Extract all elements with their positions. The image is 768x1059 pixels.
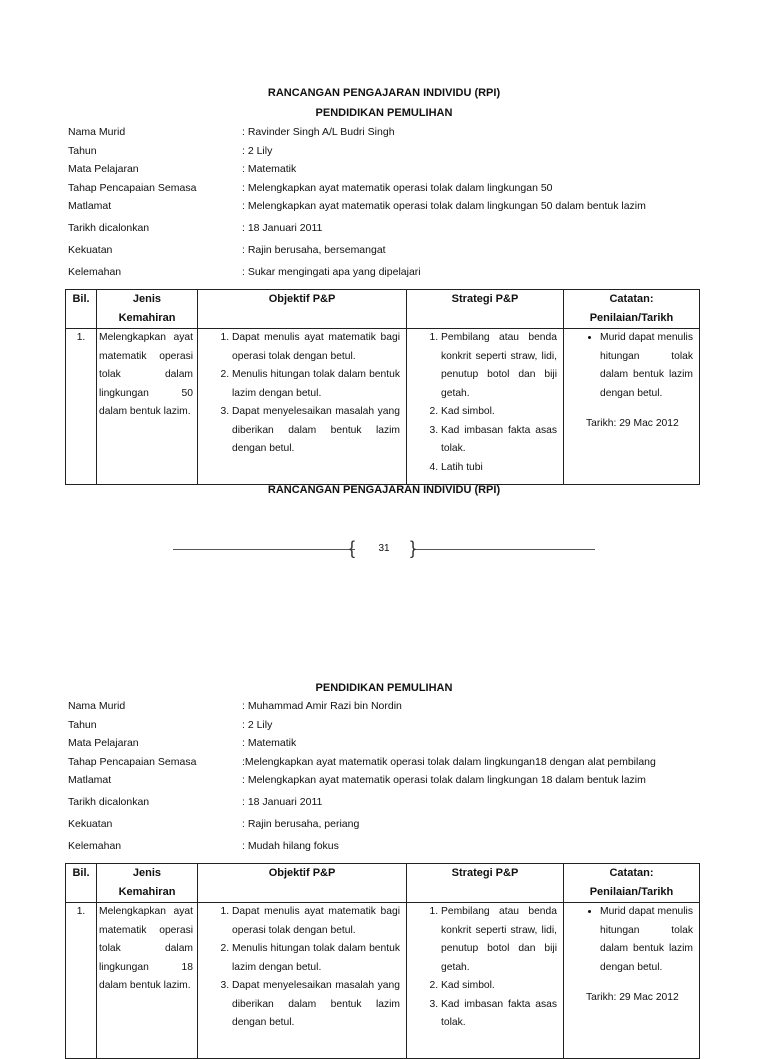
value-tahun: : 2 Lily	[242, 145, 273, 157]
objektif-item: 2. Menulis hitungan tolak dalam bentuk lazim dengan betul.	[232, 940, 400, 977]
header-jenis-kemahiran: Jenis Kemahiran	[97, 290, 198, 329]
header-strategi: Strategi P&P	[407, 290, 564, 329]
value-matlamat: : Melengkapkan ayat matematik operasi tolak dalam lingkungan 50 dalam bentuk lazim	[242, 200, 646, 212]
label-matlamat: Matlamat	[68, 774, 112, 786]
cell-jenis-kemahiran: Melengkapkan ayat matematik operasi tolak dalam lingkungan 18 dalam bentuk lazim.	[97, 903, 198, 1059]
strategi-item: 1. Pembilang atau benda konkrit seperti straw, lidi, penutup botol dan biji getah.	[441, 903, 557, 977]
info-tahun	[68, 719, 708, 734]
label-nama: Nama Murid	[68, 126, 126, 138]
pendidikan-pemulihan-title-2: PENDIDIKAN PEMULIHAN	[315, 682, 453, 694]
label-matlamat: Matlamat	[68, 200, 112, 212]
objektif-item: 3. Dapat menyelesaikan masalah yang diberikan dalam bentuk lazim dengan betul.	[232, 977, 400, 1033]
info-kekuatan	[68, 244, 708, 259]
catatan-tarikh: Tarikh: 29 Mac 2012	[586, 992, 679, 1003]
label-kelemahan: Kelemahan	[68, 266, 122, 278]
cell-catatan	[564, 329, 700, 485]
header-catatan: Catatan: Penilaian/Tarikh	[564, 290, 700, 329]
label-mata-pelajaran: Mata Pelajaran	[68, 163, 139, 175]
info-kelemahan	[68, 840, 708, 855]
strategi-item: 1. Pembilang atau benda konkrit seperti straw, lidi, penutup botol dan biji getah.	[441, 329, 557, 403]
rpi-table	[65, 289, 700, 485]
cell-bil: 1.	[66, 903, 97, 1059]
catatan-item: • Murid dapat menulis hitungan tolak dalam bentuk lazim dengan betul.	[600, 329, 693, 403]
objektif-item: 3. Dapat menyelesaikan masalah yang diberikan dalam bentuk lazim dengan betul.	[232, 403, 400, 459]
header-strategi: Strategi P&P	[407, 864, 564, 903]
strategi-item: 2. Kad simbol.	[441, 977, 557, 996]
strategi-item: 2. Kad simbol.	[441, 403, 557, 422]
header-catatan: Catatan: Penilaian/Tarikh	[564, 864, 700, 903]
info-matlamat	[68, 774, 708, 789]
table-row	[66, 903, 700, 1059]
value-mata-pelajaran: : Matematik	[242, 737, 297, 749]
header-objektif: Objektif P&P	[198, 864, 407, 903]
table-header-row	[66, 864, 700, 903]
header-bil: Bil.	[66, 290, 97, 329]
header-jenis-kemahiran: Jenis Kemahiran	[97, 864, 198, 903]
strategi-item: 4. Latih tubi	[441, 459, 557, 478]
value-tahun: : 2 Lily	[242, 719, 273, 731]
info-tarikh	[68, 222, 708, 237]
cell-strategi	[407, 903, 564, 1059]
catatan-tarikh: Tarikh: 29 Mac 2012	[586, 418, 679, 429]
value-tarikh: : 18 Januari 2011	[242, 796, 323, 808]
value-kelemahan: : Sukar mengingati apa yang dipelajari	[242, 266, 421, 278]
label-nama: Nama Murid	[68, 700, 126, 712]
pendidikan-pemulihan-title: PENDIDIKAN PEMULIHAN	[315, 107, 453, 119]
strategi-item: 3. Kad imbasan fakta asas tolak.	[441, 422, 557, 459]
value-kekuatan: : Rajin berusaha, periang	[242, 818, 360, 830]
label-tarikh: Tarikh dicalonkan	[68, 796, 150, 808]
cell-bil: 1.	[66, 329, 97, 485]
info-mata-pelajaran	[68, 737, 708, 752]
value-kekuatan: : Rajin berusaha, bersemangat	[242, 244, 386, 256]
info-tahun	[68, 145, 708, 160]
label-kelemahan: Kelemahan	[68, 840, 122, 852]
table-row	[66, 329, 700, 485]
label-tahun: Tahun	[68, 145, 97, 157]
info-nama	[68, 126, 708, 141]
info-tarikh	[68, 796, 708, 811]
table-header-row	[66, 290, 700, 329]
objektif-item: 1. Dapat menulis ayat matematik bagi operasi tolak dengan betul.	[232, 903, 400, 940]
label-kekuatan: Kekuatan	[68, 244, 113, 256]
value-tarikh: : 18 Januari 2011	[242, 222, 323, 234]
info-matlamat	[68, 200, 708, 215]
cell-jenis-kemahiran: Melengkapkan ayat matematik operasi tolak dalam lingkungan 50 dalam bentuk lazim.	[97, 329, 198, 485]
cell-objektif	[198, 329, 407, 485]
cell-catatan	[564, 903, 700, 1059]
cell-objektif	[198, 903, 407, 1059]
label-mata-pelajaran: Mata Pelajaran	[68, 737, 139, 749]
info-tahap	[68, 756, 708, 771]
value-matlamat: : Melengkapkan ayat matematik operasi tolak dalam lingkungan 18 dalam bentuk lazim	[242, 774, 646, 786]
value-tahap: : Melengkapkan ayat matematik operasi tolak dalam lingkungan 50	[242, 182, 553, 194]
objektif-item: 2. Menulis hitungan tolak dalam bentuk lazim dengan betul.	[232, 366, 400, 403]
label-tahap: Tahap Pencapaian Semasa	[68, 756, 197, 768]
footer-divider-right	[413, 549, 595, 550]
rpi-title: RANCANGAN PENGAJARAN INDIVIDU (RPI)	[267, 87, 501, 99]
value-mata-pelajaran: : Matematik	[242, 163, 297, 175]
objektif-item: 1. Dapat menulis ayat matematik bagi operasi tolak dengan betul.	[232, 329, 400, 366]
info-kekuatan	[68, 818, 708, 833]
value-nama: : Ravinder Singh A/L Budri Singh	[242, 126, 395, 138]
info-kelemahan	[68, 266, 708, 281]
info-nama	[68, 700, 708, 715]
header-bil: Bil.	[66, 864, 97, 903]
value-kelemahan: : Mudah hilang fokus	[242, 840, 339, 852]
label-tarikh: Tarikh dicalonkan	[68, 222, 150, 234]
right-brace-icon: }	[410, 538, 417, 558]
footer-divider-left	[173, 549, 355, 550]
header-objektif: Objektif P&P	[198, 290, 407, 329]
cell-strategi	[407, 329, 564, 485]
page-number: 31	[378, 543, 390, 554]
label-kekuatan: Kekuatan	[68, 818, 113, 830]
rpi-title-repeat: RANCANGAN PENGAJARAN INDIVIDU (RPI)	[267, 484, 501, 496]
label-tahap: Tahap Pencapaian Semasa	[68, 182, 197, 194]
left-brace-icon: {	[349, 538, 356, 558]
value-tahap: :Melengkapkan ayat matematik operasi tolak dalam lingkungan18 dengan alat pembilang	[242, 756, 656, 768]
value-nama: : Muhammad Amir Razi bin Nordin	[242, 700, 402, 712]
label-tahun: Tahun	[68, 719, 97, 731]
strategi-item: 3. Kad imbasan fakta asas tolak.	[441, 996, 557, 1033]
catatan-item: • Murid dapat menulis hitungan tolak dalam bentuk lazim dengan betul.	[600, 903, 693, 977]
info-mata-pelajaran	[68, 163, 708, 178]
info-tahap	[68, 182, 708, 197]
rpi-table-2	[65, 863, 700, 1059]
